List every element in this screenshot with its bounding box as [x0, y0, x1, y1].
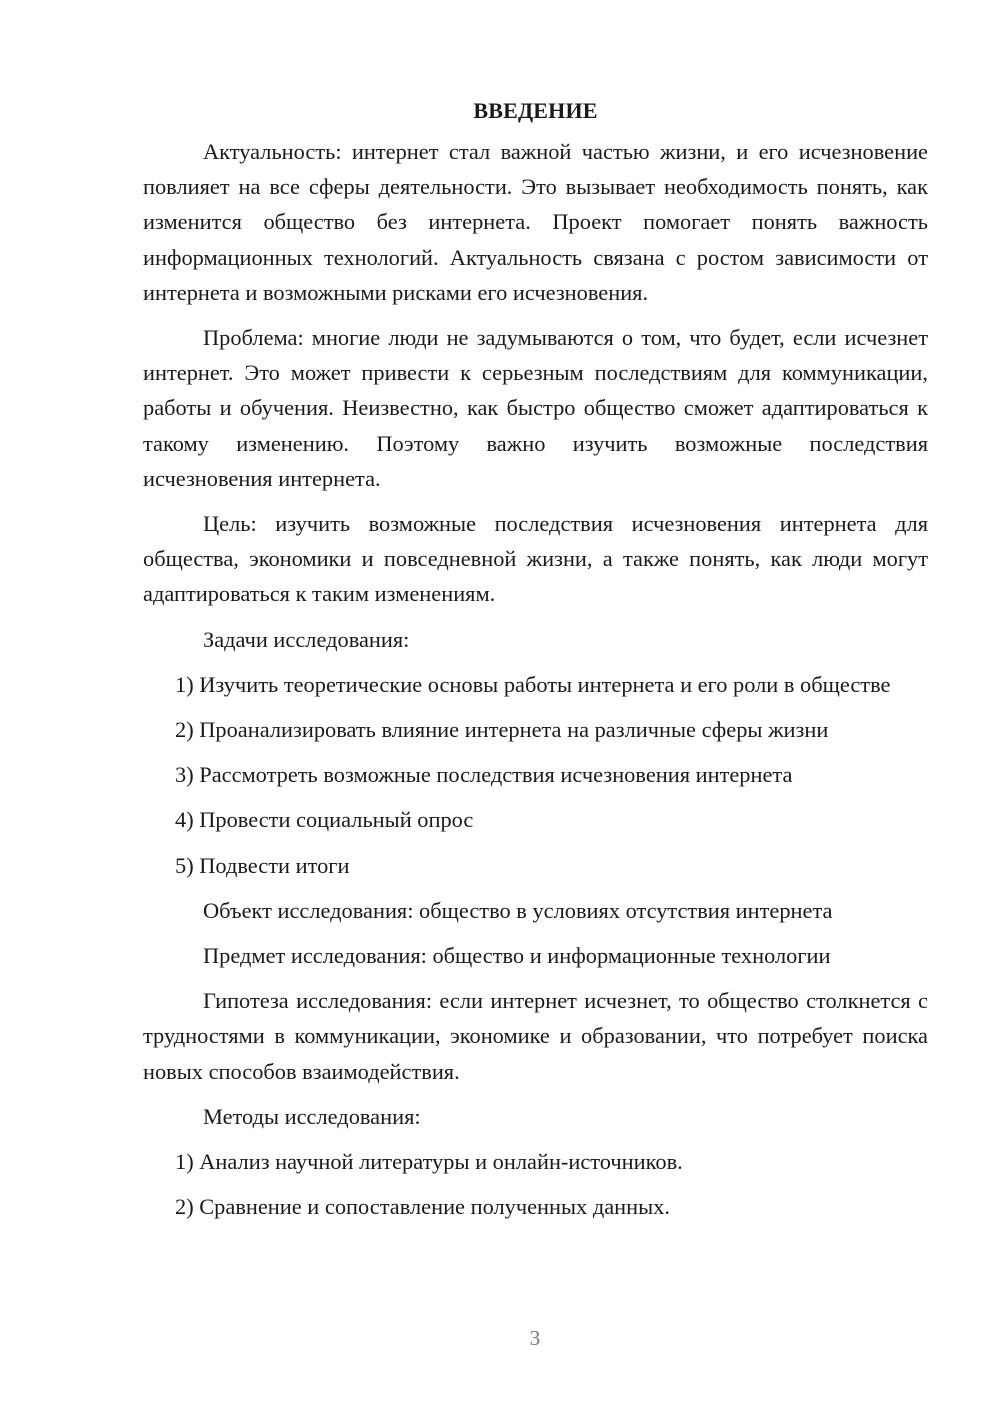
task-item-1: 1) Изучить теоретические основы работы интернета и его роли в обществе — [175, 671, 891, 697]
section-title: ВВЕДЕНИЕ — [473, 98, 598, 123]
task-item-4: 4) Провести социальный опрос — [175, 807, 474, 833]
relevance-paragraph: Актуальность: интернет стал важной частью жизни, и его исчезновение повлияет на все сферы деятельности. Это вызывает необходимость понять, как изменится общество без интернета. Проект помогает понять важность информационных технологий. Актуальность связана с ростом зависимости от интернета и возможными рисками его исчезновения. — [143, 139, 928, 305]
method-item-2: 2) Сравнение и сопоставление полученных данных. — [175, 1194, 670, 1220]
task-item-3: 3) Рассмотреть возможные последствия исчезновения интернета — [175, 762, 793, 788]
methods-heading: Методы исследования: — [203, 1103, 421, 1129]
research-subject: Предмет исследования: общество и информационные технологии — [203, 943, 831, 969]
document-page — [143, 94, 928, 1234]
problem-paragraph: Проблема: многие люди не задумываются о том, что будет, если исчезнет интернет. Это может привести к серьезным последствиям для коммуникации, работы и обучения. Неизвестно, как быстро общество сможет адаптироваться к такому изменению. Поэтому важно изучить возможные последствия исчезновения интернета. — [143, 325, 928, 491]
goal-paragraph: Цель: изучить возможные последствия исчезновения интернета для общества, экономики и повседневной жизни, а также понять, как люди могут адаптироваться к таким изменениям. — [143, 511, 928, 607]
hypothesis-paragraph: Гипотеза исследования: если интернет исчезнет, то общество столкнется с трудностями в коммуникации, экономике и образовании, что потребует поиска новых способов взаимодействия. — [143, 988, 928, 1084]
task-item-5: 5) Подвести итоги — [175, 852, 350, 878]
method-item-1: 1) Анализ научной литературы и онлайн-источников. — [175, 1149, 683, 1175]
task-item-2: 2) Проанализировать влияние интернета на различные сферы жизни — [175, 717, 829, 743]
page-number: 3 — [529, 1326, 541, 1350]
tasks-heading: Задачи исследования: — [203, 626, 410, 652]
research-object: Объект исследования: общество в условиях отсутствия интернета — [203, 897, 833, 923]
